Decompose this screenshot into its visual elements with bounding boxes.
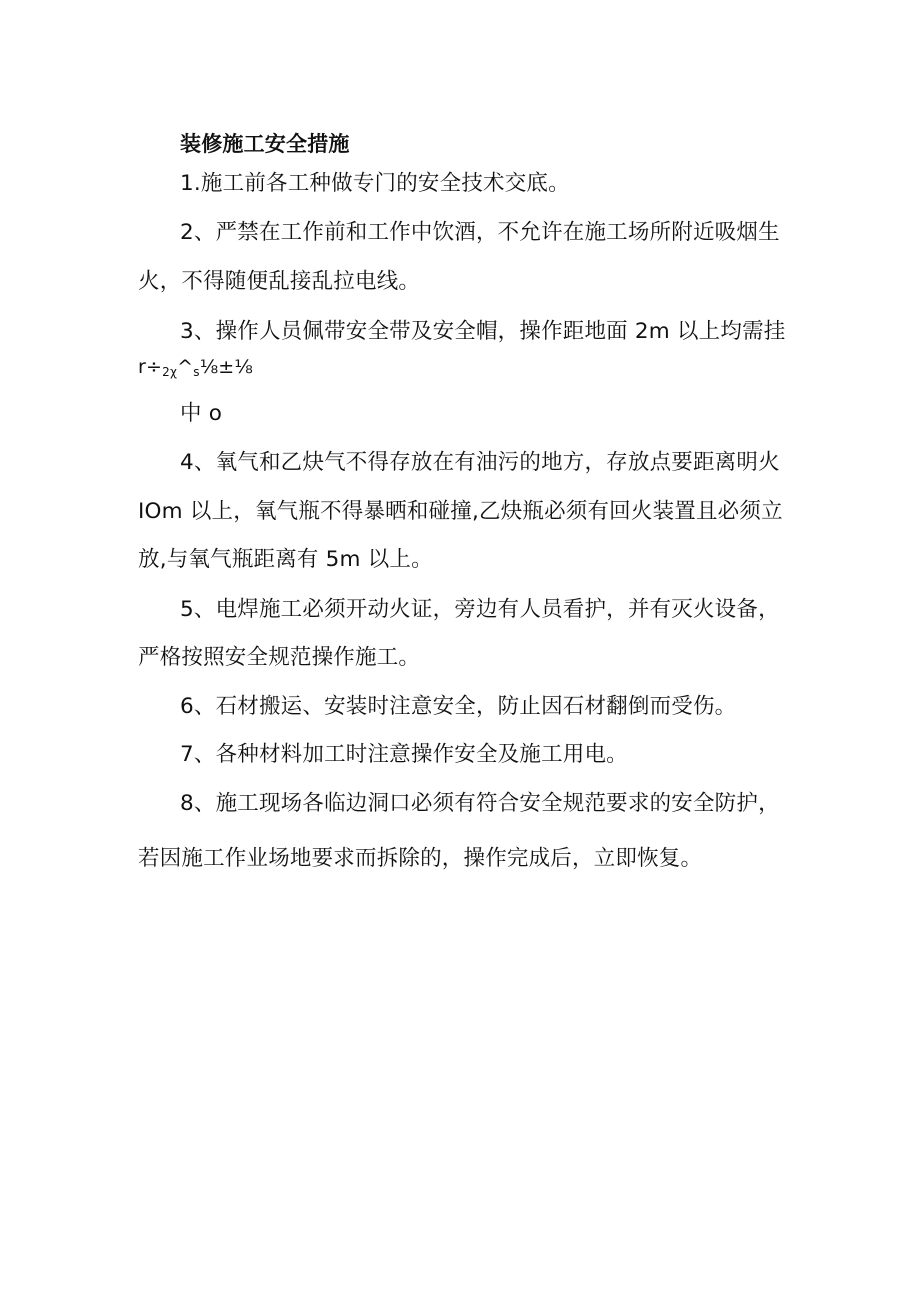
paragraph-line: 若因施工作业场地要求而拆除的，操作完成后，立即恢复。	[138, 846, 703, 871]
paragraph-line: 5、电焊施工必须开动火证，旁边有人员看护，并有灭火设备，	[180, 597, 780, 622]
paragraph-line: 6、石材搬运、安装时注意安全，防止因石材翻倒而受伤。	[180, 694, 737, 719]
paragraph-line: 3、操作人员佩带安全带及安全帽，操作距地面 2m 以上均需挂	[180, 319, 786, 344]
paragraph-line: 8、施工现场各临边洞口必须有符合安全规范要求的安全防护，	[180, 791, 780, 816]
garbled-text-line: $r\div_{2\chi}\^{}_s\frac{1}{8}\pm\frac{1}{8}$	[138, 356, 254, 379]
document-title: 装修施工安全措施	[180, 132, 350, 156]
paragraph-line: 严格按照安全规范操作施工。	[138, 645, 421, 670]
paragraph-line: 1.施工前各工种做专门的安全技术交底。	[180, 171, 570, 196]
paragraph-line: 7、各种材料加工时注意操作安全及施工用电。	[180, 742, 628, 767]
paragraph-line: 火，不得随便乱接乱拉电线。	[138, 269, 421, 294]
paragraph-line: 4、氧气和乙炔气不得存放在有油污的地方，存放点要距离明火	[180, 450, 780, 475]
paragraph-line: 2、严禁在工作前和工作中饮酒，不允许在施工场所附近吸烟生	[180, 220, 780, 245]
paragraph-line: 放,与氧气瓶距离有 5m 以上。	[138, 547, 433, 572]
paragraph-line: 中 o	[180, 401, 223, 426]
paragraph-line: IOm 以上，氧气瓶不得暴晒和碰撞,乙炔瓶必须有回火装置且必须立	[138, 499, 783, 524]
